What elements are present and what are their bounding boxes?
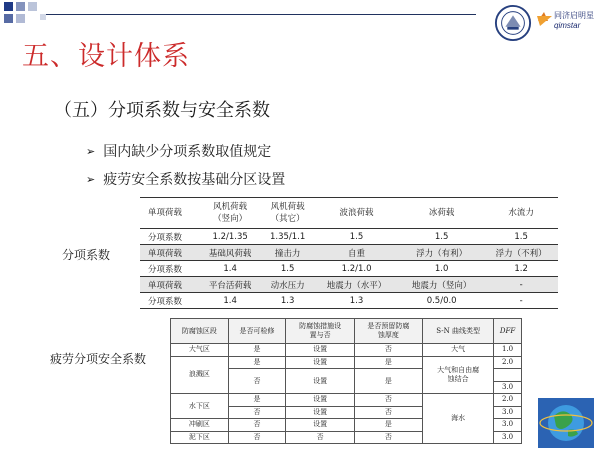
fatigue-factor-label: 疲劳分项安全系数 — [50, 352, 147, 366]
table-cell: 地震力（水平） — [314, 277, 399, 293]
table-row — [140, 293, 558, 309]
table-cell: 浪溅区 — [171, 356, 229, 394]
table-cell: 设置 — [286, 394, 354, 407]
table-header-row — [140, 198, 558, 229]
table-cell: 1.5 — [261, 261, 314, 277]
table-cell: 否 — [228, 431, 286, 444]
table-cell: - — [484, 277, 558, 293]
table-cell: 否 — [354, 394, 422, 407]
table-cell: 大气区 — [171, 344, 229, 357]
table-header-cell: 冰荷载 — [399, 198, 484, 229]
table-cell: 3.0 — [494, 431, 522, 444]
table-cell: 是 — [354, 419, 422, 432]
table-cell: 3.0 — [494, 406, 522, 419]
table-cell: 分项系数 — [140, 229, 199, 245]
table-cell: 动水压力 — [261, 277, 314, 293]
table-header-cell: S-N 曲线类型 — [423, 319, 494, 344]
bullet-item — [86, 138, 285, 166]
table-cell: 冲刷区 — [171, 419, 229, 432]
globe-icon — [538, 398, 594, 448]
table-cell: 否 — [354, 431, 422, 444]
table-header-cell: 单项荷载 — [140, 198, 199, 229]
table-header-cell: 波浪荷载 — [314, 198, 399, 229]
table-cell: 地震力（竖向） — [399, 277, 484, 293]
table-cell — [494, 369, 522, 382]
table-cell: 1.5 — [314, 229, 399, 245]
table-cell: 1.2/1.35 — [199, 229, 261, 245]
table-header-cell: 是否可检修 — [228, 319, 286, 344]
table-cell: 否 — [354, 344, 422, 357]
table-header-row — [171, 319, 522, 344]
table-cell: 泥下区 — [171, 431, 229, 444]
table-header-cell: 风机荷载 （其它） — [261, 198, 314, 229]
table-cell: 3.0 — [494, 381, 522, 394]
table-header-cell: 是否预留防腐 蚀厚度 — [354, 319, 422, 344]
table-cell: 大气 — [423, 344, 494, 357]
fatigue-factor-table — [170, 318, 522, 444]
table-cell: 否 — [228, 406, 286, 419]
table-cell: 自重 — [314, 245, 399, 261]
decorative-checker — [0, 0, 60, 32]
table-cell: 否 — [286, 431, 354, 444]
table-cell: 海水 — [423, 394, 494, 444]
table-header-cell: 防腐蚀措施设 置与否 — [286, 319, 354, 344]
table-cell: 1.0 — [494, 344, 522, 357]
table-row — [140, 261, 558, 277]
partial-factor-label: 分项系数 — [62, 248, 111, 262]
table-cell: 是 — [354, 356, 422, 369]
bullet-list — [86, 138, 285, 194]
table-header-cell: 水流力 — [484, 198, 558, 229]
table-header-cell: 防腐蚀区段 — [171, 319, 229, 344]
arrow-bullet-icon: ➢ — [86, 145, 96, 158]
table-cell: 0.5/0.0 — [399, 293, 484, 309]
table-cell: 是 — [354, 369, 422, 394]
table-cell: - — [484, 293, 558, 309]
table-cell: 2.0 — [494, 394, 522, 407]
header-rule — [46, 14, 476, 15]
table-cell: 分项系数 — [140, 293, 199, 309]
bullet-text: 国内缺少分项系数取值规定 — [103, 144, 272, 160]
table-cell: 1.4 — [199, 261, 261, 277]
table-cell: 设置 — [286, 344, 354, 357]
table-cell: 是 — [228, 356, 286, 369]
table-cell: 单项荷载 — [140, 277, 199, 293]
table-cell: 1.2/1.0 — [314, 261, 399, 277]
table-cell: 基础风荷载 — [199, 245, 261, 261]
section-subtitle: （五）分项系数与安全系数 — [54, 100, 270, 121]
table-row — [140, 229, 558, 245]
table-header-cell: 风机荷载 （竖向） — [199, 198, 261, 229]
table-cell: 2.0 — [494, 356, 522, 369]
table-cell: 否 — [228, 369, 286, 394]
table-cell: 设置 — [286, 356, 354, 369]
partial-factor-table — [140, 197, 558, 309]
table-cell: 1.5 — [399, 229, 484, 245]
table-cell: 设置 — [286, 369, 354, 394]
brand-name: 同济启明星 — [554, 11, 594, 20]
table-cell: 浮力（有利） — [399, 245, 484, 261]
table-cell: 浮力（不利） — [484, 245, 558, 261]
table-cell: 1.0 — [399, 261, 484, 277]
table-cell: 否 — [228, 419, 286, 432]
table-cell: 1.5 — [484, 229, 558, 245]
page-title: 五、设计体系 — [22, 41, 190, 72]
table-cell: 1.3 — [314, 293, 399, 309]
table-cell: 大气和自由腐 蚀结合 — [423, 356, 494, 394]
table-cell: 平台活荷载 — [199, 277, 261, 293]
bullet-text: 疲劳安全系数按基础分区设置 — [103, 172, 286, 188]
table-header-cell: DFF — [494, 319, 522, 344]
table-row — [171, 344, 522, 357]
arrow-bullet-icon: ➢ — [86, 173, 96, 186]
table-cell: 1.35/1.1 — [261, 229, 314, 245]
table-cell: 设置 — [286, 419, 354, 432]
table-cell: 是 — [228, 344, 286, 357]
table-cell: 1.4 — [199, 293, 261, 309]
table-cell: 否 — [354, 406, 422, 419]
brand-subname: qimstar — [554, 21, 581, 30]
table-cell: 设置 — [286, 406, 354, 419]
table-cell: 3.0 — [494, 419, 522, 432]
table-cell: 1.2 — [484, 261, 558, 277]
table-cell: 是 — [228, 394, 286, 407]
table-cell: 分项系数 — [140, 261, 199, 277]
university-seal-icon — [494, 4, 532, 42]
bullet-item — [86, 166, 285, 194]
table-cell: 水下区 — [171, 394, 229, 419]
table-cell: 单项荷载 — [140, 245, 199, 261]
table-row — [140, 245, 558, 261]
table-row — [171, 356, 522, 369]
table-cell: 1.3 — [261, 293, 314, 309]
table-row — [171, 394, 522, 407]
table-cell: 撞击力 — [261, 245, 314, 261]
table-row — [140, 277, 558, 293]
